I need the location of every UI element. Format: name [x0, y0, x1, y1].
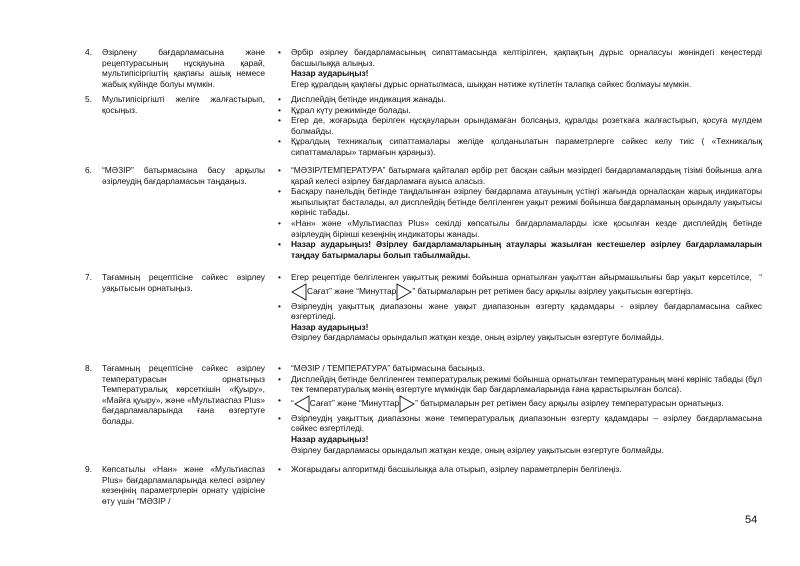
step-4-details [284, 47, 762, 89]
triangle-left-icon [291, 283, 307, 301]
bullet-text: Егер рецептіде белгіленген уақыттық режимі бойынша орнатылған уақыттан айырмашылығы бар уақыт көрсетілсе, [291, 272, 752, 282]
note-text: Әзірлеу бағдарламасы орындалып жатқан кезде, оның әзірлеу уақытысын өзгертуге болмайды. [291, 332, 664, 343]
step-8-details [284, 363, 762, 455]
step-4 [85, 47, 265, 89]
step-text: “МӘЗІР” батырмасына басу арқылы әзірлеудің бағдарламасын таңдаңыз. [102, 165, 265, 186]
bullet-warning: • Назар аударыңыз! Әзірлеу бағдарламаларының атаулары жазылған кестешелер әзірлеу бағдарламаларын таңдау батырмалары болып табылмайды. [284, 239, 762, 260]
step-number: 5. [85, 94, 92, 104]
step-text: Тағамның рецептісіне сәйкес әзірлеу температурасын орнатыңыз Температуралық көрсеткішін «Қуыру», «Майға қуыру», және «Мультиаспаз Plus» бағдарламаларында ғана өзгертуге болады. [102, 363, 265, 426]
bullet: • “ Сағат” және “Минуттар ” батырмаларын рет ретімен басу арқылы әзірлеу температурасын орнатыңыз. [284, 395, 762, 413]
bullet: • Әзірлеудің уақыттық диапазоны және уақыт диапазонын өзгерту қадамдары - әзірлеу бағдарламасына сайкес өзгертіледі. [284, 301, 762, 322]
bullet: • Құрал күту режимінде болады. [284, 105, 762, 116]
bullet: • Әрбір әзірлеу бағдарламасының сипаттамасында келтірілген, қақпақтың дұрыс орналасуы жөніндегі кеңестерді басшылыққа алыңыз. [284, 47, 762, 68]
step-text: Көпсатылы «Нан» және «Мультиаспаз Plus» бағдарламаларында келесі әзірлеу кезеңінің параметрлерін орнату үдірісіне өту үшін “МӘЗІР / [102, 464, 265, 506]
bullet-text: Сағат” және “Минуттар [309, 398, 400, 408]
bullet-text: ” батырмаларын рет ретімен басу арқылы әзірлеу температурасын орнатыңыз. [415, 398, 724, 408]
bullet: • «Нан» және «Мультиаспаз Plus» секілді көпсатылы бағдарламаларды іске қосылған кезде дисплейдің бетінде әзірлеудің бірінші кезеңінің индикаторы жанады. [284, 218, 762, 239]
step-6-details [284, 165, 762, 260]
step-5 [85, 94, 265, 115]
page-number: 54 [745, 514, 758, 526]
step-9 [85, 464, 265, 506]
step-number: 8. [85, 363, 92, 373]
step-text: Мультипісіргішті желіге жалғастырып, қосыңыз. [102, 94, 265, 115]
bullet: • Дисплейдің бетінде индикация жанады. [284, 94, 762, 105]
step-text: Әзірлену бағдарламасына және рецептурасының нұсқауына қарай, мультипісіргіштің қақпағы ашық немесе жабық күйінде болуы мүмкін. [102, 47, 265, 89]
step-text: Тағамның рецептісіне сәйкес әзірлеу уақытысын орнатыңыз. [102, 272, 265, 293]
bullet: • Жоғарыдағы алгоритмді басшылыққа ала отырып, әзірлеу параметрлерін белгілеңіз. [284, 464, 762, 475]
bullet: • Егер де, жоғарыда берілген нұсқауларын орындамаған болсаңыз, құралды розеткаға жалғастырып, қосуға мүлдем болмайды. [284, 115, 762, 136]
note-heading: Назар аударыңыз! [291, 68, 369, 79]
triangle-right-icon [396, 283, 412, 301]
step-6 [85, 165, 265, 186]
note-heading: Назар аударыңыз! [291, 321, 369, 332]
bullet: • “МӘЗІР / ТЕМПЕРАТУРА” батырмасына басыңыз. [284, 363, 762, 374]
step-7 [85, 272, 265, 293]
note-text: Әзірлеу бағдарламасы орындалып жатқан кезде, оның әзірлеу уақытысын өзгертуге болмайды. [291, 444, 664, 455]
triangle-left-icon [294, 395, 310, 413]
note-text: Егер құралдың қақпағы дұрыс орнатылмаса, шыққан нәтиже күтілетін талапқа сәйкес болмауы мүмкін. [291, 78, 692, 89]
note-heading: Назар аударыңыз! [291, 433, 369, 444]
step-7-details [284, 272, 762, 343]
bullet: • Әзірлеудің уақыттық диапазоны және температуралық диапазонын өзгерту қадамдары – әзірлеу бағдарламасына сәйкес өзгертіледі. [284, 413, 762, 434]
triangle-right-icon [399, 395, 415, 413]
step-number: 7. [85, 272, 92, 282]
bullet-text: ” батырмаларын рет ретімен басу арқылы әзірлеу уақытысын өзгертіңіз. [412, 285, 694, 296]
step-8 [85, 363, 265, 427]
bullet: • “МӘЗІР/ТЕМПЕРАТУРА” батырмаға қайталап әрбір рет басқан сайын мәзірдегі бағдарламалардың тізімі бойынша алға қарай келесі әзірлеу бағдарламаға ауыса аласыз. [284, 165, 762, 186]
step-5-details [284, 94, 762, 158]
step-number: 9. [85, 464, 92, 474]
step-9-details [284, 464, 762, 475]
bullet: • Дисплейдің бетінде белгіленген температуралық режимі бойынша орнатылған температураның мәні көрініс табады (бұл тек температуралық мәнің өзгертуге мүмкіндік бар бағдарламаларында ғана қарастырылған болса). [284, 374, 762, 395]
bullet: • Егер рецептіде белгіленген уақыттық режимі бойынша орнатылған уақыттан айырмашылығы бар уақыт көрсетілсе, “Сағат” және “Минуттар ” батырмаларын рет ретімен басу арқылы әзірлеу уақытысын өзгертіңіз. [284, 272, 762, 301]
bullet: • Басқару панельдің бетінде таңдалынған әзірлеу бағдарлама атауының үстіңгі жағында орналасқан жарық индикаторы жыпылықтат басталады, ал дисплейдің бетінде белгіленген уақыт режимі бойынша бағдарламаның орындалу уақытысы көрініс табады. [284, 186, 762, 218]
bullet-text: Сағат” және “Минуттар [307, 285, 397, 296]
bullet: • Құралдың техникалық сипаттамалары желіде қолданылатын параметрлерге сәйкес келу тиіс ( «Техникалық сипаттамалары» тармағын қараңыз). [284, 136, 762, 157]
step-number: 4. [85, 47, 92, 57]
step-number: 6. [85, 165, 92, 175]
